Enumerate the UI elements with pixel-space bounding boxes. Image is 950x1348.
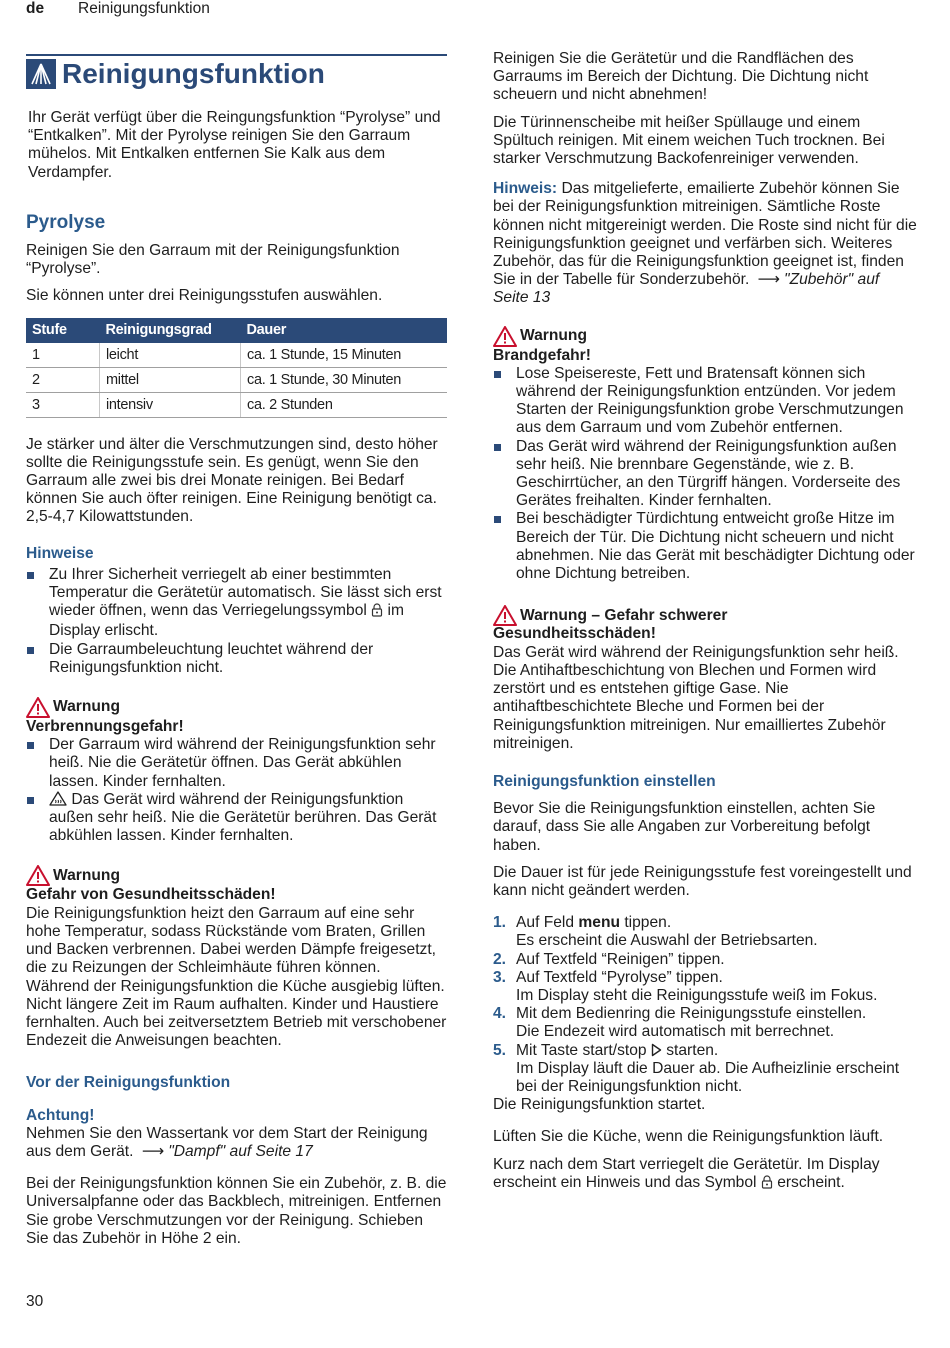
right-column: [493, 50, 918, 1203]
page-title: Reinigungsfunktion: [62, 58, 325, 89]
hinweis-label: Hinweis:: [493, 180, 558, 198]
warning-text: Die Reinigungsfunktion heizt den Garraum auf eine sehr hohe Temperatur, sodass Rückstände vom Braten, Grillen und Backen verbrennen. Dabei werden Dämpfe freigesetzt, die zu Reizungen der Schleimhäute führen können. Während der Reinigungsfunktion die Küche ausgiebig lüften. Nicht längere Zeit im Raum aufhalten. Kinder und Haustiere fernhalten. Auch bei zeitversetztem Betrieb mit verschobener Endezeit die Anweisungen beachten.: [26, 904, 447, 1050]
table-cell: intensiv: [100, 392, 241, 417]
warning-subheading: Gefahr von Gesundheitsschäden!: [26, 886, 276, 904]
table-header-row: [26, 318, 447, 343]
step-number: 2.: [493, 950, 507, 968]
step-number: 3.: [493, 968, 507, 986]
step-result: Es erscheint die Auswahl der Betriebsarten.: [516, 932, 818, 950]
list-item-text: Der Garraum wird während der Reinigungsfunktion sehr heiß. Nie die Gerätetür öffnen. Das Gerät abkühlen lassen. Kinder fernhalten.: [49, 736, 436, 790]
list-item: [493, 438, 918, 511]
vor-p2: Reinigen Sie die Gerätetür und die Randflächen des Garraums im Bereich der Dichtung. Die Dichtung nicht scheuern und nicht abnehmen!: [493, 50, 869, 104]
pyrolyse-p1: Reinigen Sie den Garraum mit der Reinigungsfunktion “Pyrolyse”.: [26, 242, 400, 278]
step-text: Auf Textfeld “Pyrolyse” tippen.: [516, 968, 723, 986]
table-header: Reinigungsgrad: [100, 318, 241, 343]
table-row: [26, 343, 447, 368]
step-text: Mit dem Bedienring die Reinigungsstufe einstellen.: [516, 1005, 867, 1023]
list-item-text: Die Garraumbeleuchtung leuchtet während der Reinigungsfunktion nicht.: [49, 640, 374, 676]
vor-p1: Bei der Reinigungsfunktion können Sie ein Zubehör, z. B. die Universalpfanne oder das Backblech, mitreinigen. Entfernen Sie grobe Verschmutzungen vor der Reinigung. Schieben Sie das Zubehör in Höhe 2 ein.: [26, 1175, 447, 1247]
warning-label: Warnung: [53, 698, 120, 716]
warning-triangle-icon: [26, 697, 50, 718]
step-text: starten.: [661, 1041, 719, 1059]
arrow-right-icon: ⟶: [141, 1142, 165, 1160]
left-column: [26, 50, 447, 1257]
vor-heading: Vor der Reinigungsfunktion: [26, 1074, 231, 1092]
cross-reference-link[interactable]: "Dampf" auf Seite 17: [168, 1142, 313, 1160]
step-number: 1.: [493, 914, 507, 932]
p4-text: erscheint.: [777, 1173, 845, 1191]
bullet-square-icon: [27, 797, 34, 804]
cleaning-levels-table: [26, 318, 447, 418]
step-item: [493, 969, 918, 1005]
list-item-text: Zu Ihrer Sicherheit verriegelt ab einer bestimmten Temperatur die Gerätetür automatisch. Sie lässt sich erst wieder öffnen, wenn das Verriegelungssymbol: [49, 565, 442, 620]
step-number: 4.: [493, 1005, 507, 1023]
table-cell: mittel: [100, 367, 241, 392]
hinweise-heading: Hinweise: [26, 544, 94, 562]
cleaning-function-icon: [26, 59, 56, 89]
step-item: [493, 1005, 918, 1041]
warning-list: [26, 736, 447, 845]
warning-heading: [493, 326, 918, 347]
step-text: Auf Feld: [516, 914, 579, 932]
achtung-body: Nehmen Sie den Wassertank vor dem Start der Reinigung aus dem Gerät.: [26, 1124, 428, 1160]
einstellen-p4: [493, 1156, 918, 1194]
list-item-text: im Display erlischt.: [49, 602, 405, 640]
list-item-text: Das Gerät wird während der Reinigungsfunktion außen sehr heiß. Nie die Gerätetür berühren. Das Gerät abkühlen lassen. Kinder fernhalten.: [49, 790, 437, 845]
steps-result: Die Reinigungsfunktion startet.: [493, 1096, 706, 1114]
warning-heading: [26, 865, 447, 886]
table-cell: 2: [26, 367, 100, 392]
einstellen-p1: Bevor Sie die Reinigungsfunktion einstellen, achten Sie darauf, dass Sie alle Angaben zur Vorbereitung befolgt haben.: [493, 800, 876, 854]
list-item: [26, 641, 447, 677]
arrow-right-icon: ⟶: [757, 271, 781, 289]
table-cell: 3: [26, 392, 100, 417]
einstellen-heading: Reinigungsfunktion einstellen: [493, 772, 716, 790]
hinweis-text: [493, 180, 918, 307]
bullet-square-icon: [494, 444, 501, 451]
bullet-square-icon: [27, 647, 34, 654]
pyrolyse-p2: Sie können unter drei Reinigungsstufen auswählen.: [26, 287, 383, 305]
step-result: Im Display läuft die Dauer ab. Die Aufheizlinie erscheint bei der Reinigungsfunktion nicht.: [516, 1059, 900, 1095]
einstellen-p3: Lüften Sie die Küche, wenn die Reinigungsfunktion läuft.: [493, 1128, 884, 1146]
pyrolyse-heading: Pyrolyse: [26, 211, 106, 233]
vor-p3: Die Türinnenscheibe mit heißer Spüllauge und einem Spültuch reinigen. Mit einem weichen Tuch trocknen. Bei starker Verschmutzung Backofenreiniger verwenden.: [493, 113, 885, 168]
warning-label: Warnung: [53, 866, 120, 884]
warning-list: [493, 365, 918, 583]
header-section: Reinigungsfunktion: [78, 0, 210, 17]
pyrolyse-p3: Je stärker und älter die Verschmutzungen sind, desto höher sollte die Reinigungsstufe sein. Es genügt, wenn Sie den Garraum alle zwei bis drei Monate reinigen. Bei Bedarf können Sie auch öfter reinigen. Eine Reinigung benötigt ca. 2,5-4,7 Kilowattstunden.: [26, 435, 438, 526]
hot-surface-icon: [49, 791, 67, 808]
lock-icon: [761, 1175, 773, 1194]
warning-label: Warnung – Gefahr schwerer Gesundheitsschäden!: [493, 607, 728, 643]
list-item: [493, 510, 918, 583]
step-item: [493, 914, 918, 950]
table-row: [26, 392, 447, 417]
warning-text: Das Gerät wird während der Reinigungsfunktion sehr heiß. Die Antihaftbeschichtung von Blechen und Formen wird zerstört und es entstehen giftige Gase. Nie antihaftbeschichtete Bleche und Formen bei der Reinigungsfunktion mitreinigen. Nur emailliertes Zubehör mitreinigen.: [493, 643, 899, 752]
list-item: [26, 736, 447, 791]
warning-triangle-icon: [493, 326, 517, 347]
list-item-text: Bei beschädigter Türdichtung entweicht große Hitze im Bereich der Tür. Die Dichtung nicht scheuern und nicht abnehmen. Nie das Gerät mit beschädigter Dichtung oder ohne Dichtung betreiben.: [516, 510, 915, 583]
table-cell: ca. 1 Stunde, 30 Minuten: [241, 367, 448, 392]
page-number: 30: [26, 1293, 44, 1310]
table-header: Dauer: [241, 318, 448, 343]
cross-reference-link[interactable]: "Zubehör" auf Seite 13: [493, 271, 880, 307]
hinweise-list: [26, 566, 447, 677]
step-bold: menu: [578, 914, 620, 932]
list-item: [26, 791, 447, 846]
list-item: [493, 365, 918, 438]
steps-list: [493, 914, 918, 1096]
lock-icon: [371, 603, 383, 622]
list-item-text: Lose Speisereste, Fett und Bratensaft können sich während der Reinigungsfunktion entzünden. Vor jedem Starten der Reinigungsfunktion grobe Verschmutzungen aus dem Garraum und vom Zubehör entfernen.: [516, 364, 904, 437]
warning-heading: [493, 605, 918, 643]
achtung-text: [26, 1125, 447, 1161]
hinweis-body: Das mitgelieferte, emailierte Zubehör können Sie bei der Reinigungsfunktion mitreinigen. Sämtliche Roste können nicht mitgereinigt werden. Die Roste sind nicht für die Reinigungsfunktion geeignet und verfärben sich. Weiteres Zubehör, das für die Reinigungsfunktion geeignet ist, finden Sie in der Tabelle für Sonderzubehör.: [493, 180, 917, 289]
einstellen-p2: Die Dauer ist für jede Reinigungsstufe fest voreingestellt und kann nicht geändert werden.: [493, 863, 912, 899]
intro-text: Ihr Gerät verfügt über die Reingungsfunktion “Pyrolyse” und “Entkalken”. Mit der Pyrolyse reinigen Sie den Garraum mühelos. Mit Entkalken entfernen Sie Kalk aus dem Verdampfer.: [28, 109, 441, 181]
warning-triangle-icon: [26, 865, 50, 886]
step-item: [493, 1042, 918, 1097]
bullet-square-icon: [27, 742, 34, 749]
warning-subheading: Brandgefahr!: [493, 346, 591, 364]
step-result: Im Display steht die Reinigungsstufe weiß im Fokus.: [516, 986, 878, 1004]
table-cell: ca. 2 Stunden: [241, 392, 448, 417]
warning-subheading: Verbrennungsgefahr!: [26, 718, 184, 736]
step-text: tippen.: [620, 914, 672, 932]
bullet-square-icon: [494, 516, 501, 523]
step-result: Die Endezeit wird automatisch mit berrechnet.: [516, 1023, 835, 1041]
step-item: [493, 951, 918, 969]
table-cell: 1: [26, 343, 100, 368]
play-icon: [651, 1042, 662, 1059]
achtung-heading: Achtung!: [26, 1106, 95, 1124]
table-header: Stufe: [26, 318, 100, 343]
warning-label: Warnung: [520, 327, 587, 345]
bullet-square-icon: [494, 371, 501, 378]
table-cell: ca. 1 Stunde, 15 Minuten: [241, 343, 448, 368]
bullet-square-icon: [27, 572, 34, 579]
table-row: [26, 367, 447, 392]
warning-heading: [26, 697, 447, 718]
step-number: 5.: [493, 1041, 507, 1059]
table-cell: leicht: [100, 343, 241, 368]
title-bar: [26, 54, 447, 91]
step-text: Auf Textfeld “Reinigen” tippen.: [516, 950, 725, 968]
p4-text: Kurz nach dem Start verriegelt die Gerätetür. Im Display erscheint ein Hinweis und das Symbol: [493, 1155, 880, 1191]
header-lang: de: [26, 0, 45, 17]
step-text: Mit Taste start/stop: [516, 1041, 651, 1059]
list-item-text: Das Gerät wird während der Reinigungsfunktion außen sehr heiß. Nie brennbare Gegenstände, wie z. B. Geschirrtücher, an den Türgriff hängen. Vorderseite des Gerätes freihalten. Kinder fernhalten.: [516, 437, 901, 510]
list-item: [26, 566, 447, 641]
